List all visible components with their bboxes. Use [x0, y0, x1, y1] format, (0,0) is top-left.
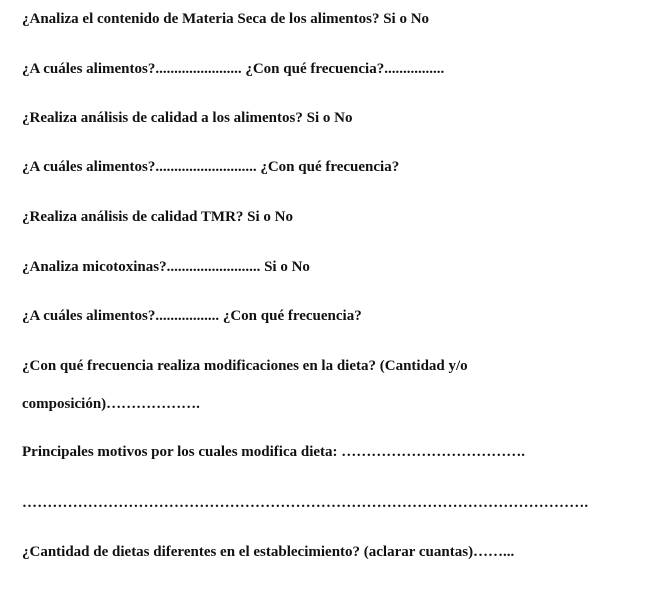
answer-blank-line: ………………………………………………………………………………………………….	[22, 495, 589, 511]
question-tmr-quality-analysis: ¿Realiza análisis de calidad TMR? Si o No	[22, 209, 293, 225]
question-diet-modification-frequency: ¿Con qué frecuencia realiza modificaciones en la dieta? (Cantidad y/o	[22, 358, 468, 374]
question-mycotoxins-analysis: ¿Analiza micotoxinas?......................... Si o No	[22, 259, 310, 275]
question-quality-foods-frequency: ¿A cuáles alimentos?........................... ¿Con qué frecuencia?	[22, 159, 400, 175]
question-diet-modification-reasons: Principales motivos por los cuales modifica dieta: ……………………………….	[22, 444, 526, 460]
question-mycotoxins-foods-frequency: ¿A cuáles alimentos?................. ¿Con qué frecuencia?	[22, 308, 362, 324]
question-diet-modification-frequency-continued: composición)……………….	[22, 396, 200, 412]
question-dry-matter-analysis: ¿Analiza el contenido de Materia Seca de los alimentos? Si o No	[22, 11, 430, 27]
question-dry-matter-foods-frequency: ¿A cuáles alimentos?....................... ¿Con qué frecuencia?................	[22, 61, 445, 77]
question-number-of-diets: ¿Cantidad de dietas diferentes en el establecimiento? (aclarar cuantas)……...	[22, 544, 515, 560]
question-food-quality-analysis: ¿Realiza análisis de calidad a los alimentos? Si o No	[22, 110, 353, 126]
